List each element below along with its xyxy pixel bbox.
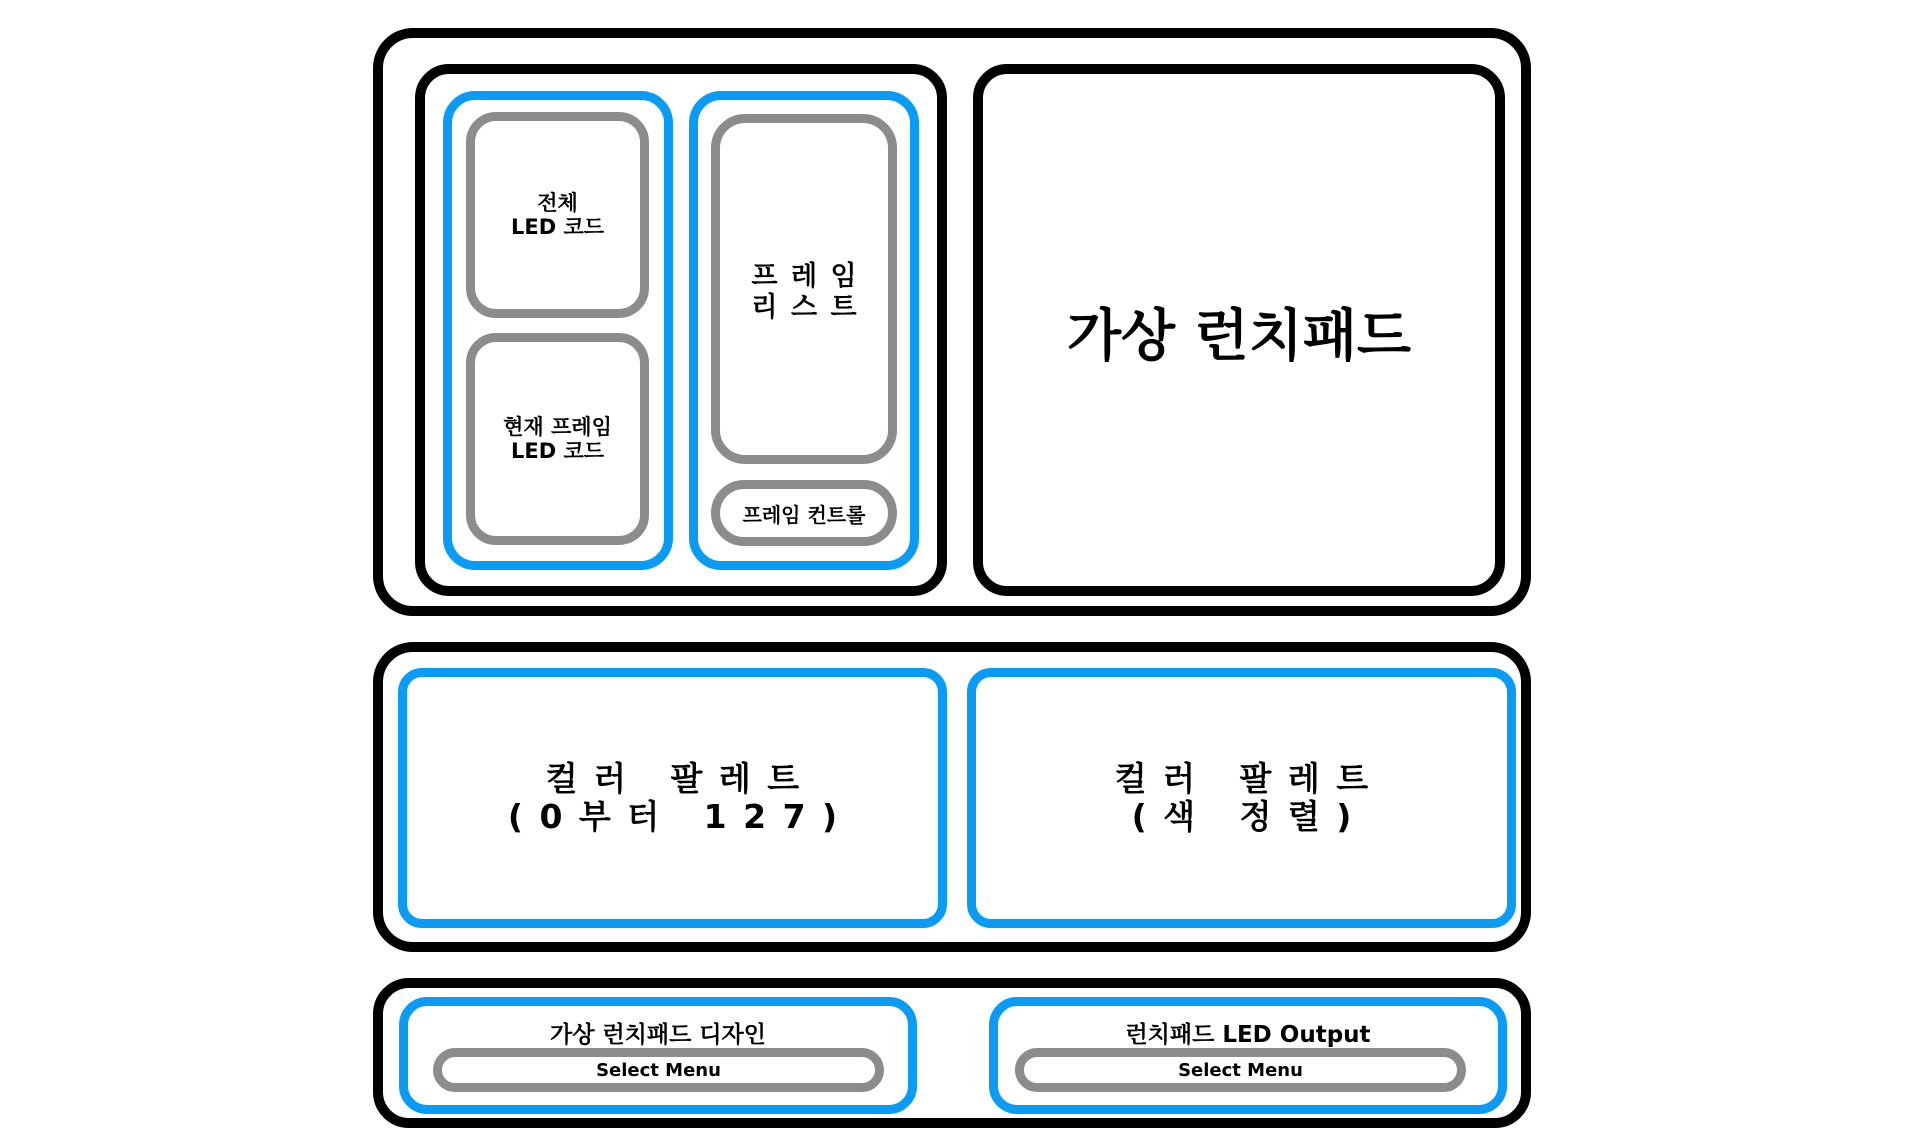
frame-list-line2: 리스트 xyxy=(751,292,871,324)
current-frame-led-code-line1: 현재 프레임 xyxy=(503,414,612,439)
palette-sorted[interactable] xyxy=(967,668,1516,928)
led-output-title: 런치패드 LED Output xyxy=(1125,1022,1371,1048)
frame-list-panel[interactable] xyxy=(711,114,897,464)
frame-control-label: 프레임 컨트롤 xyxy=(742,502,866,527)
full-led-code-panel[interactable] xyxy=(466,112,649,318)
launchpad-design-title: 가상 런치패드 디자인 xyxy=(550,1022,766,1048)
virtual-launchpad-panel[interactable] xyxy=(973,64,1505,596)
palette-0-127[interactable] xyxy=(398,668,947,928)
palette-sorted-line1: 컬러 팔레트 xyxy=(1114,759,1385,799)
palette-0-127-line1: 컬러 팔레트 xyxy=(545,759,816,799)
launchpad-design-select[interactable] xyxy=(433,1048,884,1092)
full-led-code-line2: LED 코드 xyxy=(510,215,605,239)
frame-control-button[interactable] xyxy=(711,480,897,546)
led-output-select-label: Select Menu xyxy=(1178,1059,1303,1081)
led-output-select[interactable] xyxy=(1015,1048,1466,1092)
palette-sorted-line2: (색 정렬) xyxy=(1131,797,1368,836)
frame-list-line1: 프레임 xyxy=(751,261,871,292)
full-led-code-line1: 전체 xyxy=(537,190,578,215)
current-frame-led-code-panel[interactable] xyxy=(466,333,649,545)
virtual-launchpad-label: 가상 런치패드 xyxy=(1066,304,1412,369)
launchpad-design-select-label: Select Menu xyxy=(596,1059,721,1081)
palette-0-127-line2: (0부터 127) xyxy=(507,797,854,836)
current-frame-led-code-line2: LED 코드 xyxy=(510,439,605,463)
